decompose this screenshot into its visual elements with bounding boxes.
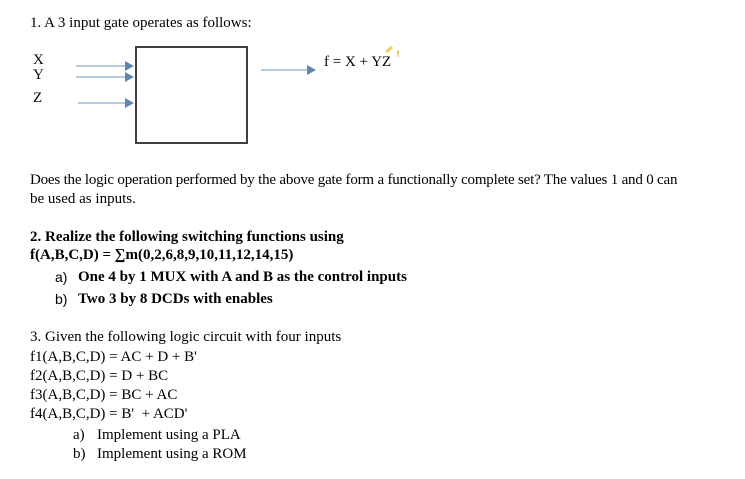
problem3-heading: 3. Given the following logic circuit with four inputs	[30, 329, 342, 345]
problem3-function-f4: f4(A,B,C,D) = B' + ACD'	[30, 406, 188, 422]
problem3-function-f1: f1(A,B,C,D) = AC + D + B'	[30, 349, 197, 365]
problem2-item-b-text: Two 3 by 8 DCDs with enables	[78, 291, 273, 307]
problem3-item-b-marker: b)	[73, 446, 86, 462]
problem3-item-a-marker: a)	[73, 427, 85, 443]
output-formula: f = X + YZ	[324, 54, 392, 70]
problem2-item-b-marker: b)	[55, 291, 68, 307]
input-label-y: Y	[33, 67, 44, 83]
problem3-item-a-text: Implement using a PLA	[97, 427, 241, 443]
question-line-2: be used as inputs.	[30, 191, 136, 207]
highlight-accent-mark	[385, 46, 393, 53]
gate-box	[135, 46, 248, 144]
input-arrow-x	[76, 65, 125, 67]
problem1-question	[30, 171, 677, 209]
problem2-item-a-text: One 4 by 1 MUX with A and B as the control inputs	[78, 269, 407, 285]
input-arrow-y	[76, 76, 125, 78]
problem3-function-f2: f2(A,B,C,D) = D + BC	[30, 368, 169, 384]
problem2-function: f(A,B,C,D) = ∑m(0,2,6,8,9,10,11,12,14,15)	[30, 247, 294, 263]
problem3-item-b-text: Implement using a ROM	[97, 446, 247, 462]
prime-mark-annotation: '	[394, 44, 401, 75]
output-arrow	[261, 69, 307, 71]
problem2-item-a-marker: a)	[55, 269, 68, 285]
input-arrow-z	[78, 102, 125, 104]
problem3-function-f3: f3(A,B,C,D) = BC + AC	[30, 387, 178, 403]
question-line-1: Does the logic operation performed by the above gate form a functionally complete set? The values 1 and 0 can	[30, 172, 678, 188]
input-label-x: X	[33, 52, 44, 68]
problem2-heading: 2. Realize the following switching functions using	[30, 229, 344, 245]
input-label-z: Z	[33, 90, 43, 106]
problem1-title: 1. A 3 input gate operates as follows:	[30, 15, 252, 31]
